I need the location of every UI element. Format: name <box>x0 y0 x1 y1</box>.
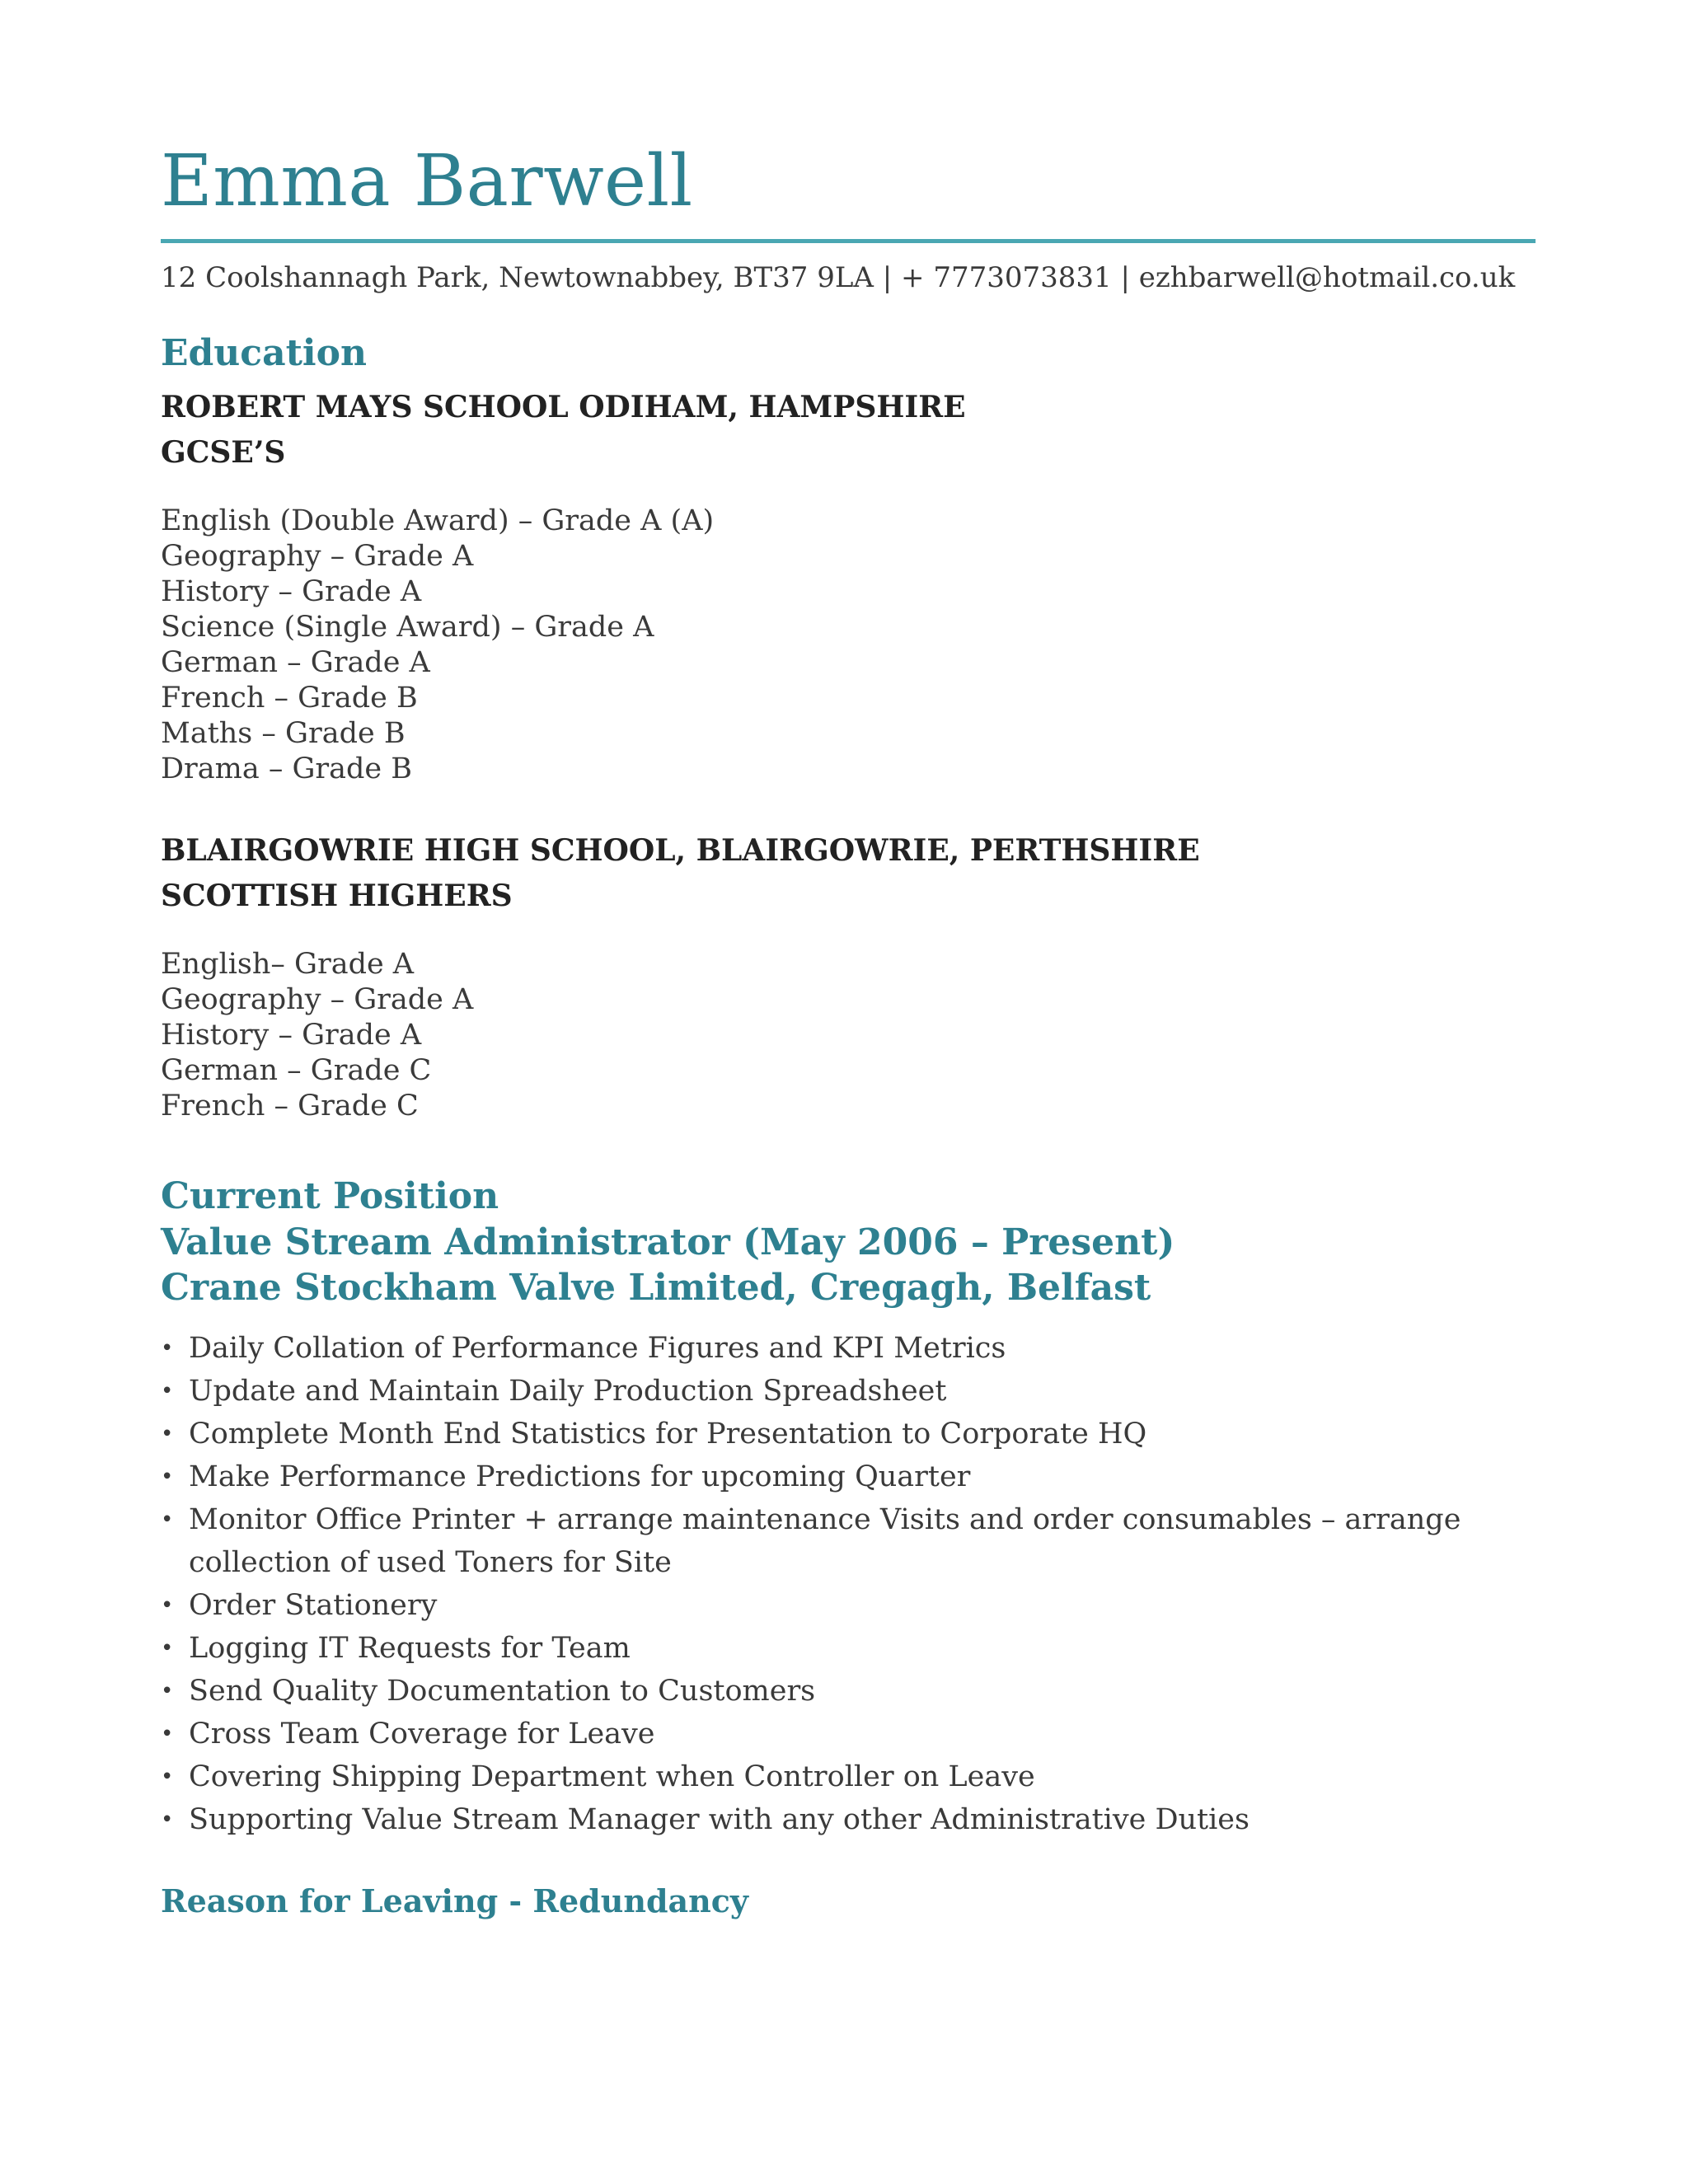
duty-text: Monitor Office Printer + arrange maintenance Visits and order consumables – arrange collection of used Toners for Site <box>189 1503 1461 1579</box>
bullet-icon: • <box>161 1336 174 1361</box>
grade-item: Geography – Grade A <box>161 540 474 573</box>
duty-text: Complete Month End Statistics for Presentation to Corporate HQ <box>189 1418 1147 1451</box>
qualification-name: SCOTTISH HIGHERS <box>161 879 513 913</box>
grade-item: French – Grade B <box>161 682 418 715</box>
duty-item <box>161 1627 1537 1670</box>
duty-text: Cross Team Coverage for Leave <box>189 1718 655 1750</box>
duty-text: Send Quality Documentation to Customers <box>189 1675 816 1708</box>
duty-item <box>161 1327 1537 1370</box>
grade-item: History – Grade A <box>161 1019 422 1052</box>
job-title: Value Stream Administrator (May 2006 – Present) <box>161 1221 1175 1263</box>
education-heading: Education <box>161 332 367 374</box>
duty-text: Covering Shipping Department when Controller on Leave <box>189 1760 1035 1793</box>
duty-text: Supporting Value Stream Manager with any other Administrative Duties <box>189 1803 1250 1836</box>
bullet-icon: • <box>161 1636 174 1661</box>
grade-item: Geography – Grade A <box>161 983 474 1016</box>
duties-list <box>161 1327 1537 1841</box>
bullet-icon: • <box>161 1422 174 1446</box>
duty-item <box>161 1370 1537 1413</box>
school-name: BLAIRGOWRIE HIGH SCHOOL, BLAIRGOWRIE, PERTHSHIRE <box>161 833 1200 868</box>
bullet-icon: • <box>161 1765 174 1789</box>
grade-item: Science (Single Award) – Grade A <box>161 611 654 644</box>
bullet-icon: • <box>161 1679 174 1704</box>
duty-item <box>161 1798 1537 1841</box>
bullet-icon: • <box>161 1465 174 1489</box>
grade-list <box>161 947 1537 1124</box>
bullet-icon: • <box>161 1722 174 1746</box>
qualification-name: GCSE’S <box>161 435 286 470</box>
grade-item: English– Grade A <box>161 948 415 981</box>
duty-item <box>161 1584 1537 1627</box>
school-block-1 <box>161 385 1537 787</box>
grade-item: French – Grade C <box>161 1090 419 1122</box>
contact-details: 12 Coolshannagh Park, Newtownabbey, BT37 9LA | + 7773073831 | ezhbarwell@hotmail.co.uk <box>161 261 1516 294</box>
resume-content <box>161 132 1537 1922</box>
grade-item: English (Double Award) – Grade A (A) <box>161 504 715 537</box>
duty-item <box>161 1413 1537 1455</box>
duty-text: Logging IT Requests for Team <box>189 1632 631 1665</box>
grade-list <box>161 504 1537 787</box>
duty-item <box>161 1670 1537 1713</box>
duty-text: Daily Collation of Performance Figures and KPI Metrics <box>189 1332 1006 1365</box>
school-block-2 <box>161 828 1537 1124</box>
duty-text: Make Performance Predictions for upcoming Quarter <box>189 1460 971 1493</box>
duty-item <box>161 1755 1537 1798</box>
current-position-heading: Current Position <box>161 1175 499 1217</box>
bullet-icon: • <box>161 1379 174 1404</box>
reason-for-leaving: Reason for Leaving - Redundancy <box>161 1882 749 1919</box>
school-name: ROBERT MAYS SCHOOL ODIHAM, HAMPSHIRE <box>161 390 966 424</box>
bullet-icon: • <box>161 1593 174 1618</box>
duty-item <box>161 1498 1537 1584</box>
grade-item: German – Grade A <box>161 646 430 679</box>
duty-item <box>161 1455 1537 1498</box>
candidate-name: Emma Barwell <box>161 140 693 223</box>
grade-item: Drama – Grade B <box>161 752 412 785</box>
bullet-icon: • <box>161 1507 174 1532</box>
grade-item: Maths – Grade B <box>161 717 406 750</box>
bullet-icon: • <box>161 1807 174 1832</box>
header-divider <box>161 239 1536 243</box>
grade-item: German – Grade C <box>161 1054 432 1087</box>
duty-text: Order Stationery <box>189 1589 438 1622</box>
employer-name: Crane Stockham Valve Limited, Cregagh, Belfast <box>161 1267 1151 1309</box>
grade-item: History – Grade A <box>161 575 422 608</box>
duty-text: Update and Maintain Daily Production Spreadsheet <box>189 1375 947 1408</box>
duty-item <box>161 1713 1537 1755</box>
